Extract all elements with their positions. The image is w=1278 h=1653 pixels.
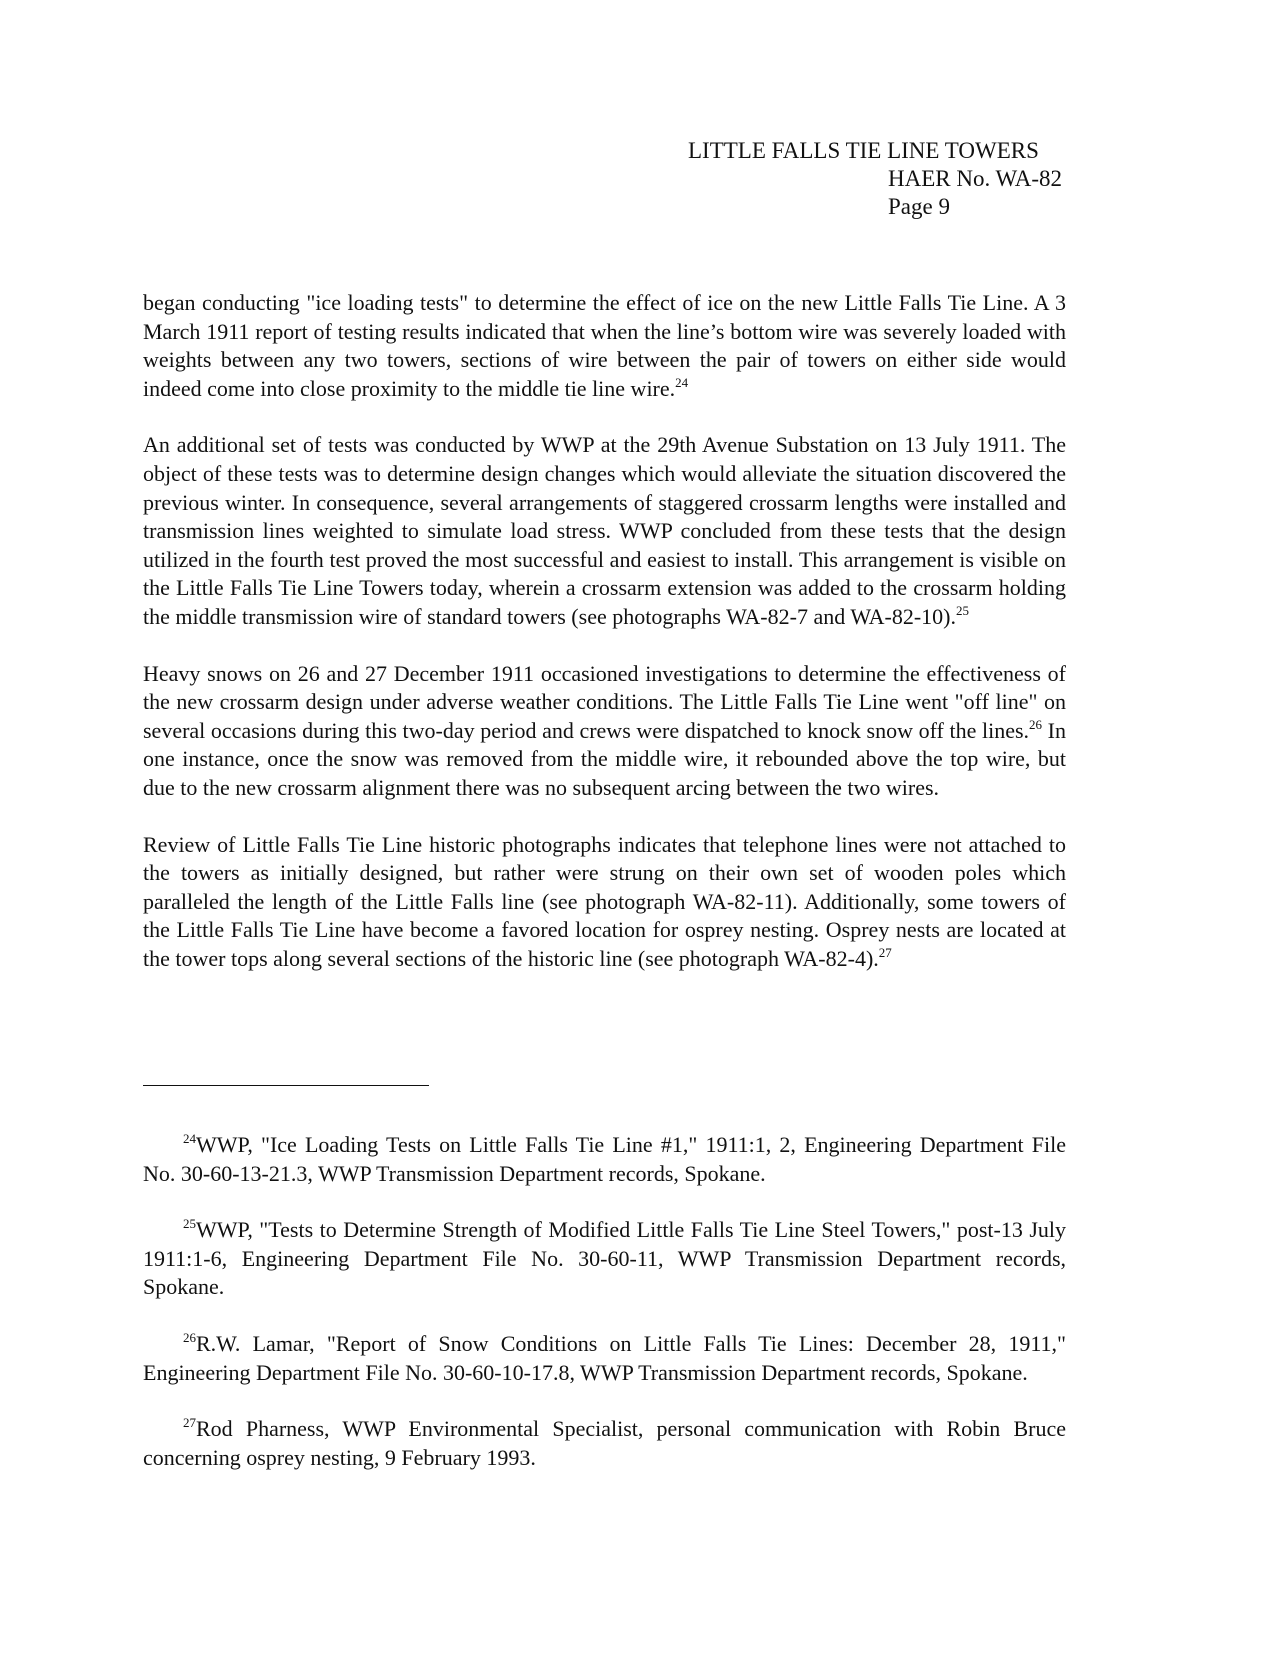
- footnote-number: 25: [183, 1216, 196, 1232]
- footnote-number: 27: [183, 1415, 196, 1431]
- footnote: $^{27}$Rod Pharness, WWP Environmental Specialist, personal communication with Robin Bruce concerning osprey nesting, 9 February 1993.: [143, 1415, 1066, 1470]
- body-text: [143, 289, 1066, 1001]
- footnote-number: 26: [183, 1329, 196, 1345]
- haer-number: HAER No. WA-82: [888, 166, 1062, 191]
- footnote: $^{26}$R.W. Lamar, "Report of Snow Conditions on Little Falls Tie Lines: December 28, 1911," Engineering Department File No. 30-60-10-17.8, WWP Transmission Department records, Spokane.: [143, 1329, 1066, 1385]
- footnote-ref: 25: [956, 602, 970, 618]
- footnote-ref: 24: [675, 374, 689, 390]
- footnote-ref: 27: [878, 944, 892, 960]
- footnote-number: 24: [183, 1131, 196, 1146]
- footnotes: [143, 1131, 1066, 1500]
- document-title: LITTLE FALLS TIE LINE TOWERS: [688, 138, 1039, 163]
- page-number: Page 9: [888, 194, 950, 219]
- paragraph: Heavy snows on 26 and 27 December 1911 occasioned investigations to determine the effectiveness of the new crossarm design under adverse weather conditions. The Little Falls Tie Line went "off line" on several occasions during this two-day period and crews were dispatched to knock snow off the lines.$^{26}$ In one instance, once the snow was removed from the middle wire, it rebounded above the top wire, but due to the new crossarm alignment there was no subsequent arcing between the two wires.: [143, 660, 1066, 800]
- paragraph: Review of Little Falls Tie Line historic photographs indicates that telephone lines were not attached to the towers as initially designed, but rather were strung on their own set of wooden poles which paralleled the length of the Little Falls line (see photograph WA-82-11). Additionally, some towers of the Little Falls Tie Line have become a favored location for osprey nesting. Osprey nests are located at the tower tops along several sections of the historic line (see photograph WA-82-4).$^{27}$: [143, 831, 1066, 971]
- footnote-divider: [143, 1085, 429, 1086]
- page-header: [688, 137, 1062, 221]
- footnote: $^{25}$WWP, "Tests to Determine Strength of Modified Little Falls Tie Line Steel Towers," post-13 July 1911:1-6, Engineering Department File No. 30-60-11, WWP Transmission Department records, Spokane.: [143, 1216, 1066, 1300]
- footnote: $^{24}$WWP, "Ice Loading Tests on Little Falls Tie Line #1," 1911:1, 2, Engineering Department File No. 30-60-13-21.3, WWP Transmission Department records, Spokane.: [143, 1131, 1066, 1186]
- paragraph: An additional set of tests was conducted by WWP at the 29th Avenue Substation on 13 July 1911. The object of these tests was to determine design changes which would alleviate the situation discovered the previous winter. In consequence, several arrangements of staggered crossarm lengths were installed and transmission lines weighted to simulate load stress. WWP concluded from these tests that the design utilized in the fourth test proved the most successful and easiest to install. This arrangement is visible on the Little Falls Tie Line Towers today, wherein a crossarm extension was added to the crossarm holding the middle transmission wire of standard towers (see photographs WA-82-7 and WA-82-10).$^{25}$: [143, 432, 1066, 629]
- paragraph: began conducting "ice loading tests" to determine the effect of ice on the new Little Falls Tie Line. A 3 March 1911 report of testing results indicated that when the line’s bottom wire was severely loaded with weights between any two towers, sections of wire between the pair of towers on either side would indeed come into close proximity to the middle tie line wire.$^{24}$: [143, 290, 1066, 401]
- footnote-ref: 26: [1029, 716, 1043, 732]
